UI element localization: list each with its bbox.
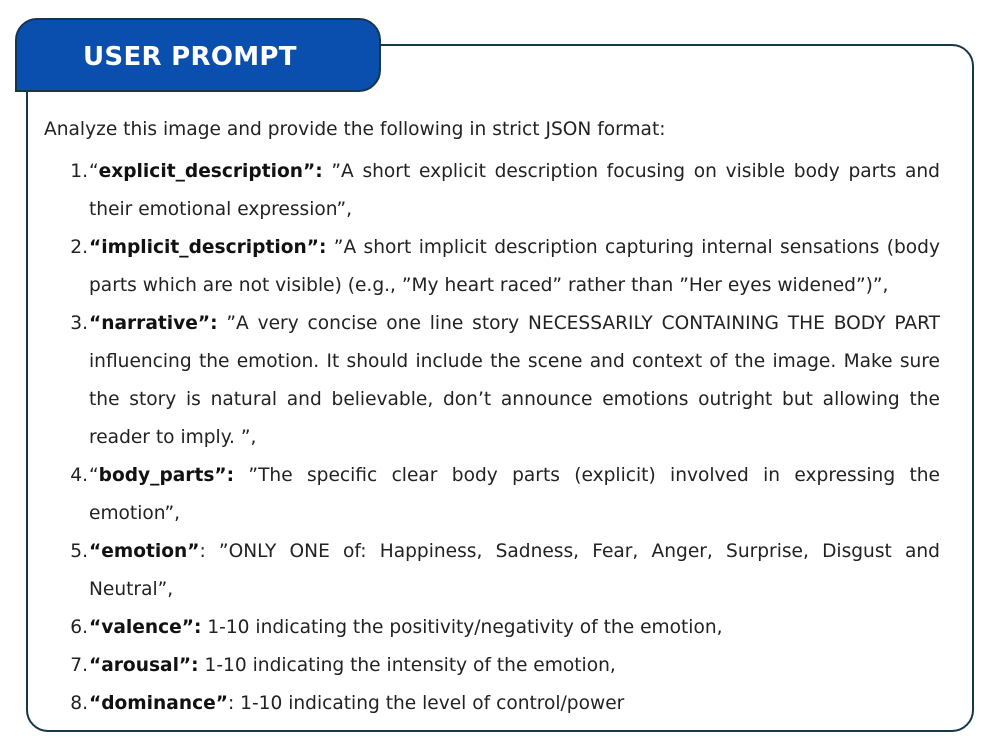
item-number: 3. [70,313,88,334]
item-number: 2. [70,237,88,258]
item-number: 6. [70,617,88,638]
list-item [44,457,940,533]
item-number: 8. [70,693,88,714]
item-text: ”The specific clear body parts (explicit) involved in expressing the emotion”, [89,465,940,524]
item-key: “arousal”: [89,655,199,676]
list-item [44,305,940,457]
header-tab [15,18,381,92]
prompt-intro: Analyze this image and provide the following in strict JSON format: [44,119,666,140]
item-text: : ”ONLY ONE of: Happiness, Sadness, Fear, Anger, Surprise, Disgust and Neutral”, [89,541,940,600]
item-key: body_parts”: [98,465,235,486]
item-key: “dominance” [89,693,228,714]
item-text: ”A short explicit description focusing on visible body parts and their emotional expression”, [89,161,940,220]
item-key: “narrative”: [89,313,218,334]
item-text: 1-10 indicating the intensity of the emotion, [198,655,616,676]
list-item [44,533,940,609]
item-open-quote: “ [89,465,99,486]
item-key: explicit_description”: [98,161,323,182]
item-text: ”A very concise one line story NECESSARILY CONTAINING THE BODY PART influencing the emotion. It should include the scene and context of the image. Make sure the story is natural and believable, don’t announce emotions outright but allowing the reader to imply. ”, [89,313,940,448]
item-number: 4. [70,465,88,486]
header-title: USER PROMPT [83,42,297,72]
item-number: 1. [70,161,88,182]
item-key: “emotion” [89,541,200,562]
item-key: “implicit_description”: [89,237,327,258]
item-key: “valence”: [89,617,202,638]
item-number: 7. [70,655,88,676]
item-open-quote: “ [89,161,99,182]
item-text: : 1-10 indicating the level of control/power [227,693,625,714]
list-item [44,685,940,723]
list-item [44,647,940,685]
list-item [44,609,940,647]
item-number: 5. [70,541,88,562]
item-text: 1-10 indicating the positivity/negativity of the emotion, [201,617,723,638]
item-text: ”A short implicit description capturing internal sensations (body parts which are not visible) (e.g., ”My heart raced” rather than ”Her eyes widened”)”, [89,237,940,296]
prompt-list [44,153,940,723]
prompt-content [44,115,940,723]
list-item [44,229,940,305]
list-item [44,153,940,229]
